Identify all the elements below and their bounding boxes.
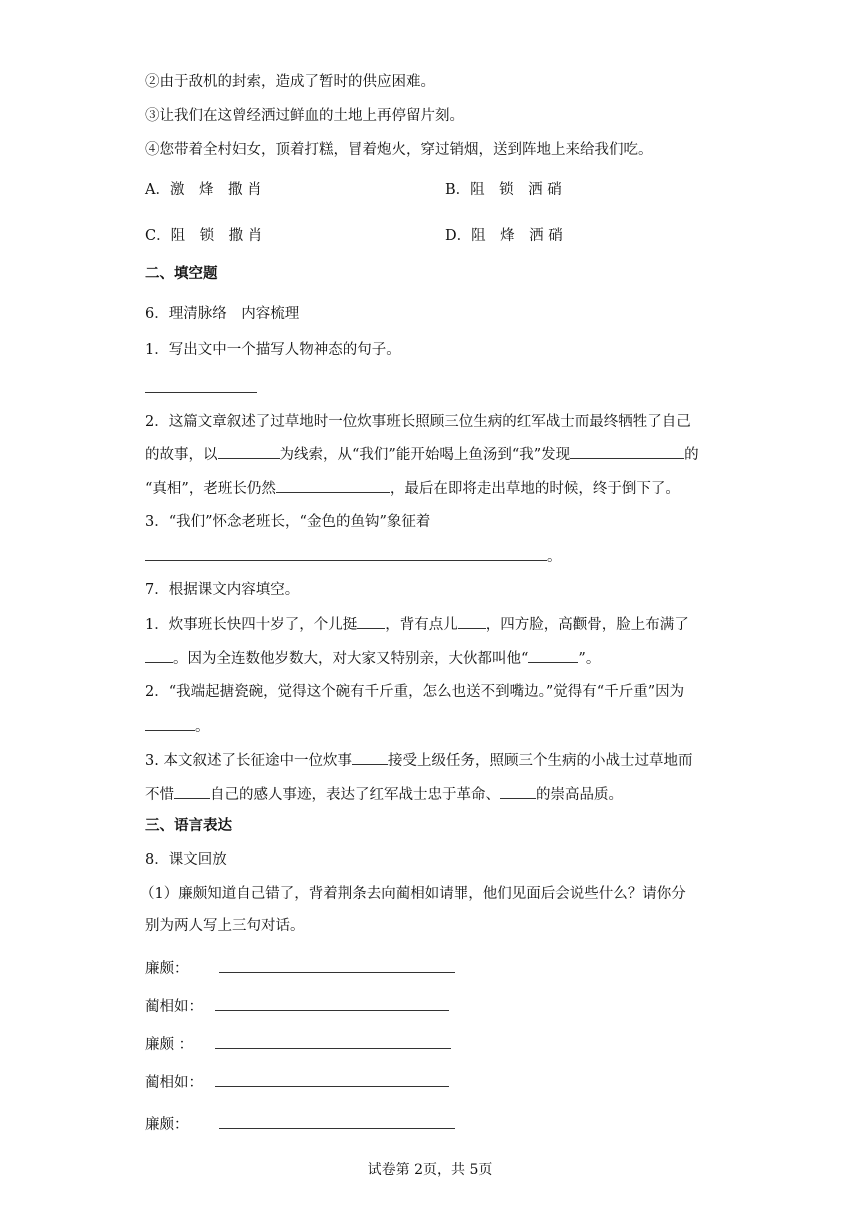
- answer-blank[interactable]: [276, 478, 390, 493]
- answer-blank[interactable]: [500, 784, 536, 799]
- q6-sub1-answer: [145, 378, 257, 399]
- q6-sub2-line3: [145, 478, 680, 499]
- page-footer: 试卷第 2页，共 5页: [367, 1162, 493, 1178]
- answer-blank[interactable]: [145, 716, 195, 731]
- text: 的崇高品质。: [536, 787, 623, 803]
- q6-sub1: 1．写出文中一个描写人物神态的句子。: [145, 342, 401, 358]
- q7-sub2-line1: 2．“我端起搪瓷碗，觉得这个碗有千斤重，怎么也送不到嘴边。”觉得有“千斤重”因为: [145, 684, 685, 700]
- q7-sub3-line2: [145, 784, 623, 805]
- q6-title: 6．理清脉络 内容梳理: [145, 306, 300, 322]
- text: ，四方脸，高颧骨，脸上布满了: [485, 617, 689, 633]
- speaker-label: 蔺相如：: [145, 1075, 203, 1091]
- answer-blank[interactable]: [352, 750, 388, 765]
- text: 3. 本文叙述了长征途中一位炊事: [145, 753, 352, 769]
- q5-sentence-2: ②由于敌机的封索，造成了暂时的供应困难。: [145, 74, 435, 90]
- answer-blank[interactable]: [145, 378, 257, 393]
- text: ，背有点儿: [385, 617, 458, 633]
- text: 1．炊事班长快四十岁了，个儿挺: [145, 617, 358, 633]
- answer-blank[interactable]: [145, 546, 547, 561]
- dialog-row: [145, 958, 455, 979]
- text: ”。: [578, 651, 601, 667]
- answer-blank[interactable]: [219, 958, 455, 973]
- answer-blank[interactable]: [458, 614, 486, 629]
- q8-title: 8．课文回放: [145, 852, 227, 868]
- option-d: D．阻 烽 洒 硝: [445, 228, 563, 244]
- dialog-row: [145, 996, 449, 1017]
- q8-prompt-line1: （1）廉颇知道自己错了，背着荆条去向蔺相如请罪，他们见面后会说些什么？请你分: [140, 886, 686, 902]
- option-a: A．激 烽 撒 肖: [145, 182, 262, 198]
- q6-sub3-line2: [145, 546, 562, 567]
- q7-sub1-line2: [145, 648, 600, 669]
- answer-blank[interactable]: [219, 1114, 455, 1129]
- text: “真相”，老班长仍然: [145, 481, 276, 497]
- q7-sub1-line1: [145, 614, 689, 635]
- answer-blank[interactable]: [145, 648, 173, 663]
- speaker-label: 廉颇：: [145, 1117, 189, 1133]
- answer-blank[interactable]: [357, 614, 385, 629]
- text: 。: [547, 549, 562, 565]
- text: 接受上级任务，照顾三个生病的小战士过草地而: [387, 753, 693, 769]
- dialog-row: [145, 1114, 455, 1135]
- q6-sub2-line1: 2．这篇文章叙述了过草地时一位炊事班长照顾三位生病的红军战士而最终牺牲了自己: [145, 414, 691, 430]
- text: ，最后在即将走出草地的时候，终于倒下了。: [389, 481, 680, 497]
- q7-sub2-line2: [145, 716, 210, 737]
- speaker-label: 廉颇：: [145, 961, 189, 977]
- q5-sentence-3: ③让我们在这曾经洒过鲜血的土地上再停留片刻。: [145, 108, 464, 124]
- q7-title: 7．根据课文内容填空。: [145, 582, 300, 598]
- q5-sentence-4: ④您带着全村妇女，顶着打糕，冒着炮火，穿过销烟，送到阵地上来给我们吃。: [145, 142, 653, 158]
- speaker-label: 廉颇 ：: [145, 1037, 194, 1053]
- speaker-label: 蔺相如：: [145, 999, 203, 1015]
- option-c: C．阻 锁 撒 肖: [145, 228, 263, 244]
- section-3-title: 三、语言表达: [145, 817, 232, 834]
- q6-sub2-line2: [145, 444, 699, 465]
- section-2-title: 二、填空题: [145, 265, 218, 282]
- text: 的: [684, 447, 699, 463]
- dialog-row: [145, 1034, 451, 1055]
- text: 的故事，以: [145, 447, 218, 463]
- answer-blank[interactable]: [528, 648, 578, 663]
- dialog-row: [145, 1072, 449, 1093]
- answer-blank[interactable]: [174, 784, 210, 799]
- text: 自己的感人事迹，表达了红军战士忠于革命、: [210, 787, 500, 803]
- answer-blank[interactable]: [570, 444, 684, 459]
- text: 为线索，从“我们”能开始喝上鱼汤到“我”发现: [279, 447, 571, 463]
- answer-blank[interactable]: [215, 1034, 451, 1049]
- text: 。: [195, 719, 210, 735]
- text: 。因为全连数他岁数大，对大家又特别亲，大伙都叫他“: [173, 651, 529, 667]
- option-b: B．阻 锁 洒 硝: [445, 182, 562, 198]
- text: 不惜: [145, 787, 174, 803]
- q8-prompt-line2: 别为两人写上三句对话。: [145, 918, 305, 934]
- answer-blank[interactable]: [218, 444, 280, 459]
- q6-sub3-line1: 3．“我们”怀念老班长，“金色的鱼钩”象征着: [145, 514, 431, 530]
- answer-blank[interactable]: [215, 1072, 449, 1087]
- q7-sub3-line1: [145, 750, 692, 771]
- answer-blank[interactable]: [215, 996, 449, 1011]
